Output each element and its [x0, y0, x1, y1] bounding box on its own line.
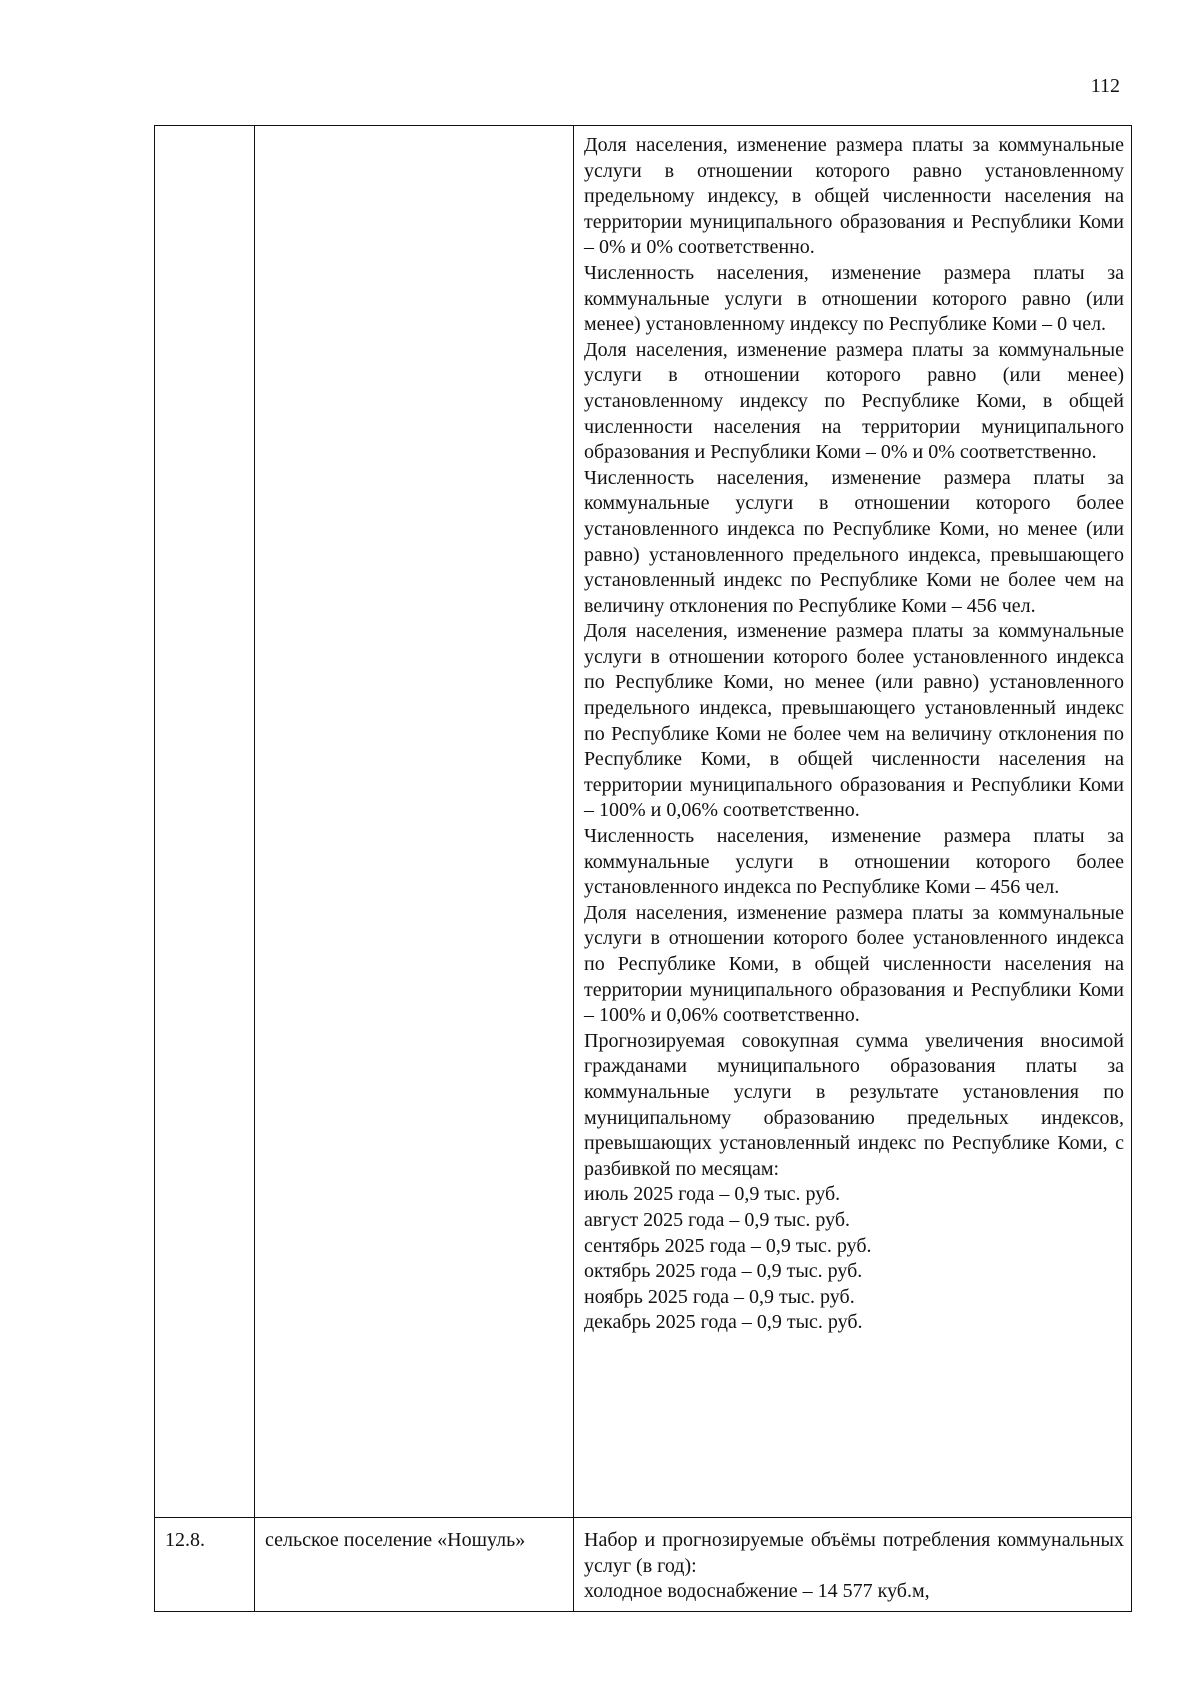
indicator-paragraph: Численность населения, изменение размера платы за коммунальные услуги в отношении которого равно (или менее) установленному индексу по Республике Коми – 0 чел.: [584, 261, 1124, 336]
indicator-paragraph: Численность населения, изменение размера платы за коммунальные услуги в отношении которого более установленного индекса по Республике Коми – 456 чел.: [584, 825, 1124, 899]
row-number-cell: [155, 126, 255, 1518]
indicators-cell: [574, 126, 1132, 1518]
municipality-name-cell: [255, 126, 574, 1518]
indicator-paragraph: Доля населения, изменение размера платы за коммунальные услуги в отношении которого равно установленному предельному индексу, в общей численности населения на территории муниципального образования и Республики Коми – 0% и 0% соответственно.: [584, 134, 1124, 259]
document-table: [154, 125, 1132, 1612]
indicator-paragraph: Доля населения, изменение размера платы за коммунальные услуги в отношении которого равно (или менее) установленному индексу по Республике Коми, в общей численности населения на территории муниципального образования и Республики Коми – 0% и 0% соответственно.: [584, 338, 1124, 464]
consumption-line: холодное водоснабжение – 14 577 куб.м,: [584, 1580, 930, 1603]
table-row: [155, 126, 1132, 1518]
indicator-paragraph: Численность населения, изменение размера платы за коммунальные услуги в отношении которого более установленного индекса по Республике Коми, но менее (или равно) установленного предельного индекса, превышающего установленный индекс по Республике Коми не более чем на величину отклонения по Республике Коми – 456 чел.: [584, 466, 1124, 617]
indicator-paragraph: Набор и прогнозируемые объёмы потребления коммунальных услуг (в год):: [584, 1529, 1124, 1577]
monthly-amount-line: июль 2025 года – 0,9 тыс. руб.: [584, 1183, 841, 1206]
table-row: [155, 1518, 1132, 1612]
monthly-amount-line: сентябрь 2025 года – 0,9 тыс. руб.: [584, 1234, 872, 1257]
indicator-paragraph: Доля населения, изменение размера платы за коммунальные услуги в отношении которого более установленного индекса по Республике Коми, в общей численности населения на территории муниципального образования и Республики Коми – 100% и 0,06% соответственно.: [584, 901, 1124, 1027]
indicator-paragraph: Доля населения, изменение размера платы за коммунальные услуги в отношении которого более установленного индекса по Республике Коми, но менее (или равно) установленного предельного индекса, превышающего установленный индекс по Республике Коми не более чем на величину отклонения по Республике Коми, в общей численности населения на территории муниципального образования и Республики Коми – 100% и 0,06% соответственно.: [584, 620, 1124, 822]
municipality-name-cell: сельское поселение «Ношуль»: [255, 1518, 574, 1612]
indicators-cell: [574, 1518, 1132, 1612]
monthly-amount-line: октябрь 2025 года – 0,9 тыс. руб.: [584, 1260, 863, 1283]
page-number: 112: [1090, 75, 1120, 97]
row-number-cell: 12.8.: [155, 1518, 255, 1612]
monthly-amount-line: август 2025 года – 0,9 тыс. руб.: [584, 1208, 851, 1231]
indicator-paragraph: Прогнозируемая совокупная сумма увеличения вносимой гражданами муниципального образования платы за коммунальные услуги в результате установления по муниципальному образованию предельных индексов, превышающих установленный индекс по Республике Коми, с разбивкой по месяцам:: [584, 1029, 1124, 1180]
monthly-amount-line: ноябрь 2025 года – 0,9 тыс. руб.: [584, 1285, 855, 1308]
monthly-amount-line: декабрь 2025 года – 0,9 тыс. руб.: [584, 1311, 863, 1334]
